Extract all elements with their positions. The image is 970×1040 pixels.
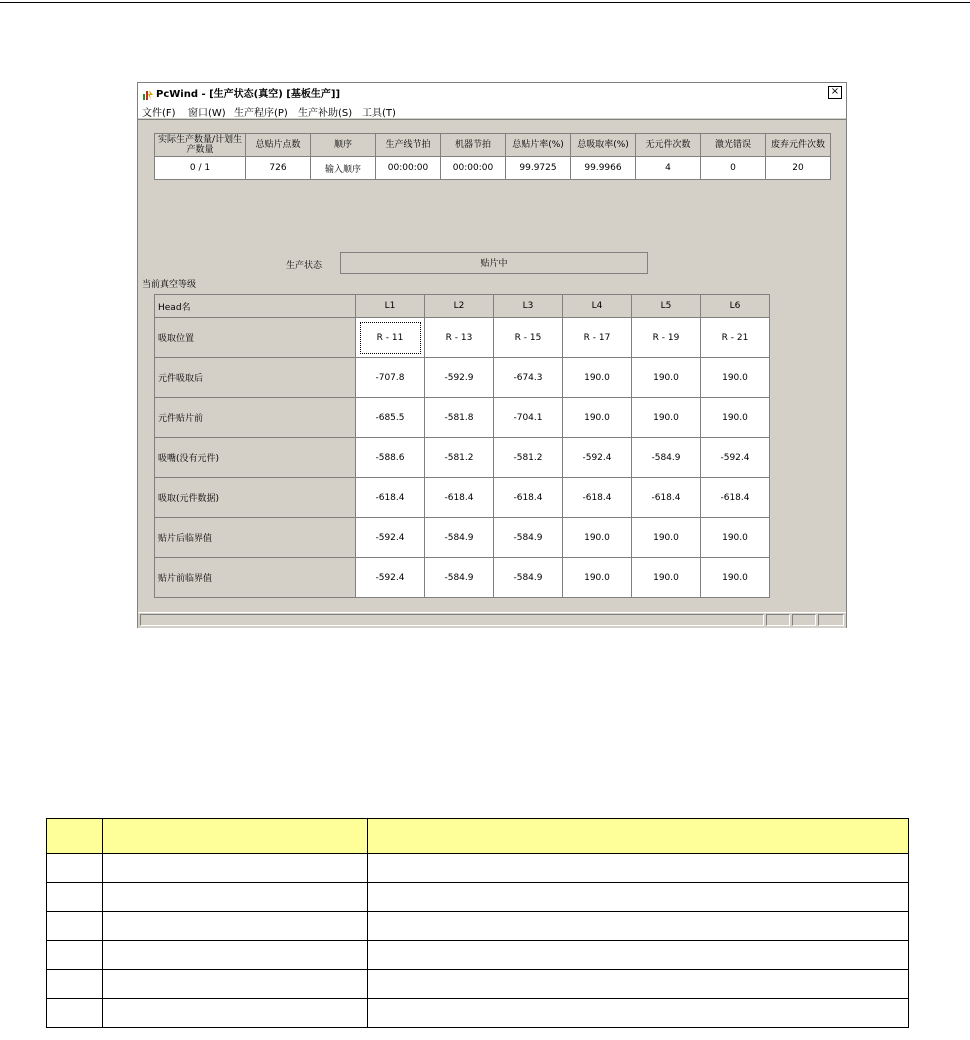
doc-table-cell xyxy=(368,941,909,970)
table-cell[interactable]: -592.4 xyxy=(356,518,425,558)
vacuum-level-label: 当前真空等级 xyxy=(142,280,197,290)
stat-header: 无元件次数 xyxy=(636,134,701,157)
table-cell[interactable]: -618.4 xyxy=(356,478,425,518)
stat-value: 99.9966 xyxy=(571,157,636,180)
doc-table-cell xyxy=(103,883,368,912)
doc-table-header-cell xyxy=(47,819,103,854)
table-cell[interactable]: 190.0 xyxy=(701,558,770,598)
table-cell[interactable]: -674.3 xyxy=(494,358,563,398)
row-label-after-pickup: 元件吸取后 xyxy=(155,358,356,398)
pcwind-window xyxy=(137,82,847,628)
close-button[interactable]: × xyxy=(828,86,842,99)
menu-divider xyxy=(138,119,846,120)
table-row xyxy=(47,854,909,883)
status-panel xyxy=(766,614,790,626)
table-cell[interactable]: 190.0 xyxy=(563,558,632,598)
doc-table-header-cell xyxy=(368,819,909,854)
table-cell[interactable]: -618.4 xyxy=(632,478,701,518)
table-row xyxy=(47,883,909,912)
table-cell[interactable]: -588.6 xyxy=(356,438,425,478)
head-name-header: Head名 xyxy=(155,295,356,318)
table-cell[interactable]: -584.9 xyxy=(425,518,494,558)
table-cell[interactable]: -618.4 xyxy=(494,478,563,518)
stat-header: 废弃元件次数 xyxy=(766,134,831,157)
stat-value: 输入顺序 xyxy=(311,157,376,180)
table-cell[interactable]: -618.4 xyxy=(425,478,494,518)
doc-table-cell xyxy=(103,854,368,883)
page-top-rule xyxy=(0,2,970,3)
production-status-field: 贴片中 xyxy=(340,252,648,274)
table-cell[interactable]: -584.9 xyxy=(425,558,494,598)
table-row xyxy=(47,941,909,970)
production-status-label: 生产状态 xyxy=(286,261,323,271)
menu-window[interactable]: 窗口(W) xyxy=(188,108,226,119)
title-bar[interactable] xyxy=(138,83,846,102)
menu-production-assist[interactable]: 生产补助(S) xyxy=(298,108,353,119)
table-cell[interactable]: R - 11 xyxy=(356,318,425,358)
table-cell[interactable]: R - 19 xyxy=(632,318,701,358)
stat-header: 顺序 xyxy=(311,134,376,157)
stat-value: 4 xyxy=(636,157,701,180)
app-icon xyxy=(142,86,154,98)
row-label-before-placement: 元件贴片前 xyxy=(155,398,356,438)
table-cell[interactable]: 190.0 xyxy=(632,518,701,558)
stat-value: 00:00:00 xyxy=(376,157,441,180)
table-cell[interactable]: 190.0 xyxy=(563,518,632,558)
table-cell[interactable]: 190.0 xyxy=(563,358,632,398)
doc-table-cell xyxy=(368,999,909,1028)
doc-table-cell xyxy=(103,970,368,999)
menu-file[interactable]: 文件(F) xyxy=(142,108,176,119)
table-cell[interactable]: -592.4 xyxy=(563,438,632,478)
table-cell[interactable]: R - 13 xyxy=(425,318,494,358)
table-cell[interactable]: 190.0 xyxy=(632,398,701,438)
doc-table-cell xyxy=(103,999,368,1028)
head-column-header: L3 xyxy=(494,295,563,318)
status-panel xyxy=(792,614,816,626)
status-panel-main xyxy=(140,614,764,626)
doc-table-cell xyxy=(368,883,909,912)
table-cell[interactable]: R - 21 xyxy=(701,318,770,358)
stat-header: 机器节拍 xyxy=(441,134,506,157)
doc-table-cell xyxy=(47,970,103,999)
table-cell[interactable]: -584.9 xyxy=(632,438,701,478)
table-cell[interactable]: -592.9 xyxy=(425,358,494,398)
stat-value: 00:00:00 xyxy=(441,157,506,180)
doc-table-cell xyxy=(47,912,103,941)
table-cell[interactable]: -581.2 xyxy=(494,438,563,478)
row-label-nozzle-no-part: 吸嘴(没有元件) xyxy=(155,438,356,478)
menu-tools[interactable]: 工具(T) xyxy=(362,108,396,119)
doc-table-cell xyxy=(47,999,103,1028)
doc-table-cell xyxy=(368,912,909,941)
table-cell[interactable]: -704.1 xyxy=(494,398,563,438)
menu-production-program[interactable]: 生产程序(P) xyxy=(234,108,288,119)
stat-header: 生产线节拍 xyxy=(376,134,441,157)
table-cell[interactable]: 190.0 xyxy=(563,398,632,438)
head-vacuum-table xyxy=(154,294,770,598)
document-table xyxy=(46,818,909,1028)
table-cell[interactable]: -618.4 xyxy=(563,478,632,518)
head-column-header: L1 xyxy=(356,295,425,318)
doc-table-cell xyxy=(368,854,909,883)
table-row xyxy=(47,970,909,999)
table-cell[interactable]: 190.0 xyxy=(701,518,770,558)
table-cell[interactable]: -592.4 xyxy=(356,558,425,598)
table-cell[interactable]: -618.4 xyxy=(701,478,770,518)
status-bar xyxy=(138,612,846,628)
table-row xyxy=(47,999,909,1028)
stat-header: 实际生产数量/计划生产数量 xyxy=(155,134,246,157)
table-cell[interactable]: -581.8 xyxy=(425,398,494,438)
doc-table-cell xyxy=(47,854,103,883)
doc-table-cell xyxy=(47,883,103,912)
row-label-threshold-before: 贴片前临界值 xyxy=(155,558,356,598)
window-title: PcWind - [生产状态(真空) [基板生产]] xyxy=(156,89,341,100)
stat-header: 总吸取率(%) xyxy=(571,134,636,157)
table-cell[interactable]: R - 15 xyxy=(494,318,563,358)
stat-value: 0 / 1 xyxy=(155,157,246,180)
row-label-threshold-after: 贴片后临界值 xyxy=(155,518,356,558)
table-cell[interactable]: -584.9 xyxy=(494,558,563,598)
doc-table-cell xyxy=(368,970,909,999)
row-label-pickup-position: 吸取位置 xyxy=(155,318,356,358)
head-column-header: L6 xyxy=(701,295,770,318)
doc-table-cell xyxy=(103,941,368,970)
table-cell[interactable]: R - 17 xyxy=(563,318,632,358)
stat-header: 总贴片点数 xyxy=(246,134,311,157)
stat-value: 726 xyxy=(246,157,311,180)
table-cell[interactable]: -581.2 xyxy=(425,438,494,478)
stat-value: 20 xyxy=(766,157,831,180)
stat-value: 0 xyxy=(701,157,766,180)
table-cell[interactable]: -685.5 xyxy=(356,398,425,438)
doc-table-header-cell xyxy=(103,819,368,854)
head-column-header: L5 xyxy=(632,295,701,318)
head-column-header: L4 xyxy=(563,295,632,318)
stat-header: 激光错误 xyxy=(701,134,766,157)
table-cell[interactable]: -592.4 xyxy=(701,438,770,478)
menu-bar xyxy=(138,102,846,118)
doc-table-cell xyxy=(103,912,368,941)
table-cell[interactable]: -584.9 xyxy=(494,518,563,558)
head-column-header: L2 xyxy=(425,295,494,318)
table-row xyxy=(47,912,909,941)
table-cell[interactable]: 190.0 xyxy=(701,358,770,398)
row-label-pickup-part-data: 吸取(元件数据) xyxy=(155,478,356,518)
status-panel xyxy=(818,614,844,626)
table-cell[interactable]: -707.8 xyxy=(356,358,425,398)
stat-header: 总贴片率(%) xyxy=(506,134,571,157)
table-cell[interactable]: 190.0 xyxy=(632,358,701,398)
production-stats-table xyxy=(154,133,831,180)
stat-value: 99.9725 xyxy=(506,157,571,180)
doc-table-cell xyxy=(47,941,103,970)
table-cell[interactable]: 190.0 xyxy=(632,558,701,598)
table-cell[interactable]: 190.0 xyxy=(701,398,770,438)
